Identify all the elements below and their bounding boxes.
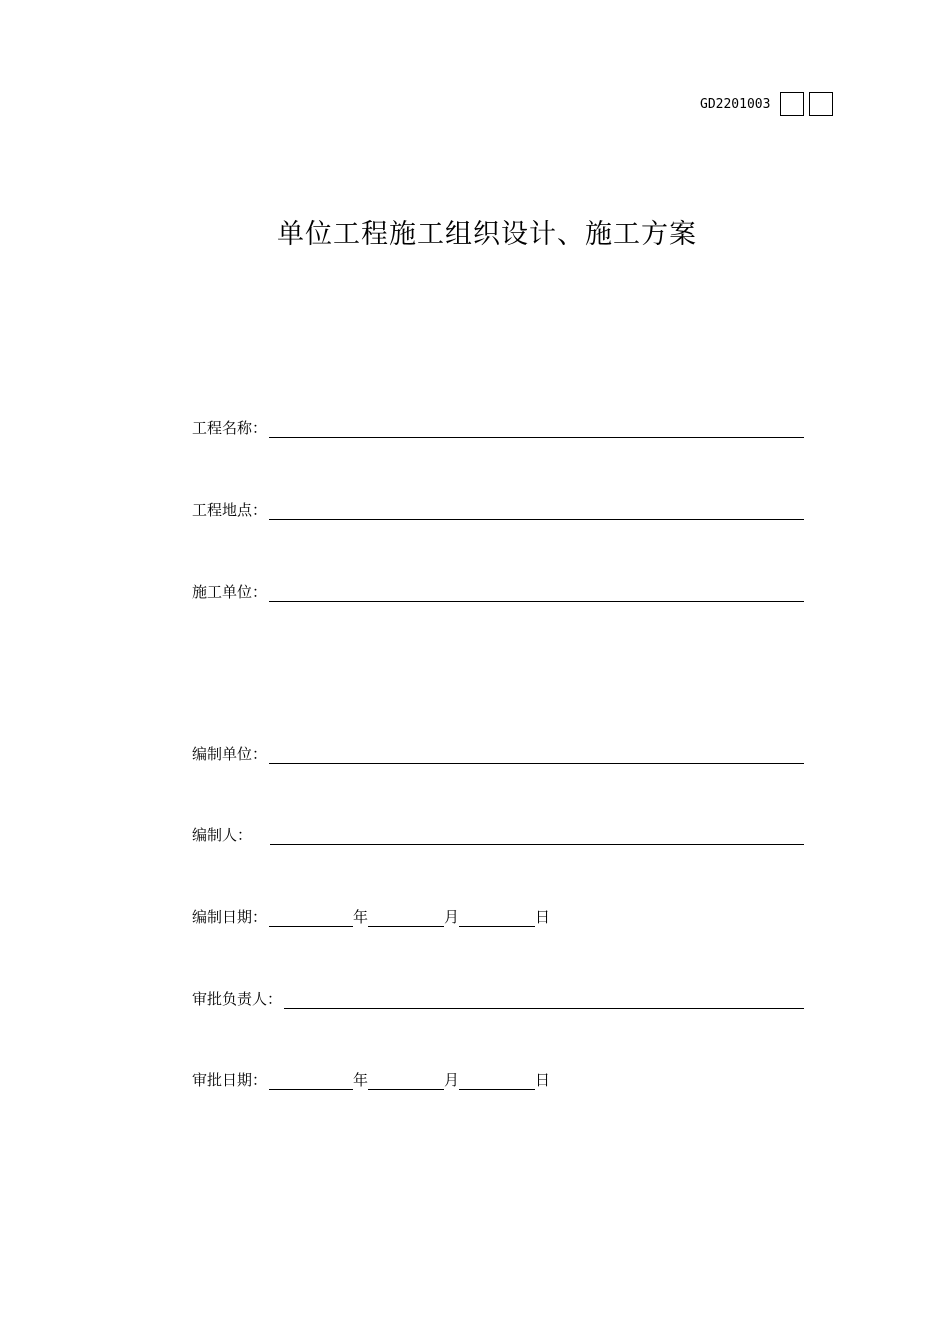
approver-label: 审批负责人： <box>192 990 283 1008</box>
compiler-row <box>192 821 804 845</box>
compile-day-field[interactable] <box>459 906 535 927</box>
code-box-2[interactable] <box>809 92 833 116</box>
compiler-label: 编制人： <box>192 826 253 844</box>
approval-year-field[interactable] <box>269 1069 353 1090</box>
page-title: 单位工程施工组织设计、施工方案 <box>277 219 697 250</box>
project-location-field[interactable] <box>269 499 804 520</box>
year-unit: 年 <box>353 1071 369 1089</box>
code-box-1[interactable] <box>780 92 804 116</box>
document-code-text: GD2201003 <box>700 96 771 112</box>
document-code <box>700 92 833 116</box>
compile-month-field[interactable] <box>368 906 444 927</box>
approval-month-field[interactable] <box>368 1069 444 1090</box>
month-unit: 月 <box>444 908 460 926</box>
project-name-row <box>192 414 804 438</box>
approval-date-row <box>192 1066 550 1090</box>
approval-date-label: 审批日期： <box>192 1071 268 1089</box>
approver-row <box>192 985 804 1009</box>
compiler-field[interactable] <box>270 824 804 845</box>
compiling-unit-row <box>192 740 804 764</box>
compile-year-field[interactable] <box>269 906 353 927</box>
project-name-field[interactable] <box>269 417 804 438</box>
compile-date-label: 编制日期： <box>192 908 268 926</box>
compiling-unit-field[interactable] <box>269 743 804 764</box>
compiling-unit-label: 编制单位： <box>192 745 268 763</box>
approval-day-field[interactable] <box>459 1069 535 1090</box>
approver-field[interactable] <box>284 988 804 1009</box>
month-unit: 月 <box>444 1071 460 1089</box>
construction-unit-row <box>192 578 804 602</box>
construction-unit-label: 施工单位： <box>192 583 268 601</box>
project-location-row <box>192 496 804 520</box>
compile-date-row <box>192 903 550 927</box>
day-unit: 日 <box>535 1071 551 1089</box>
year-unit: 年 <box>353 908 369 926</box>
day-unit: 日 <box>535 908 551 926</box>
project-name-label: 工程名称： <box>192 419 268 437</box>
construction-unit-field[interactable] <box>269 581 804 602</box>
project-location-label: 工程地点： <box>192 501 268 519</box>
